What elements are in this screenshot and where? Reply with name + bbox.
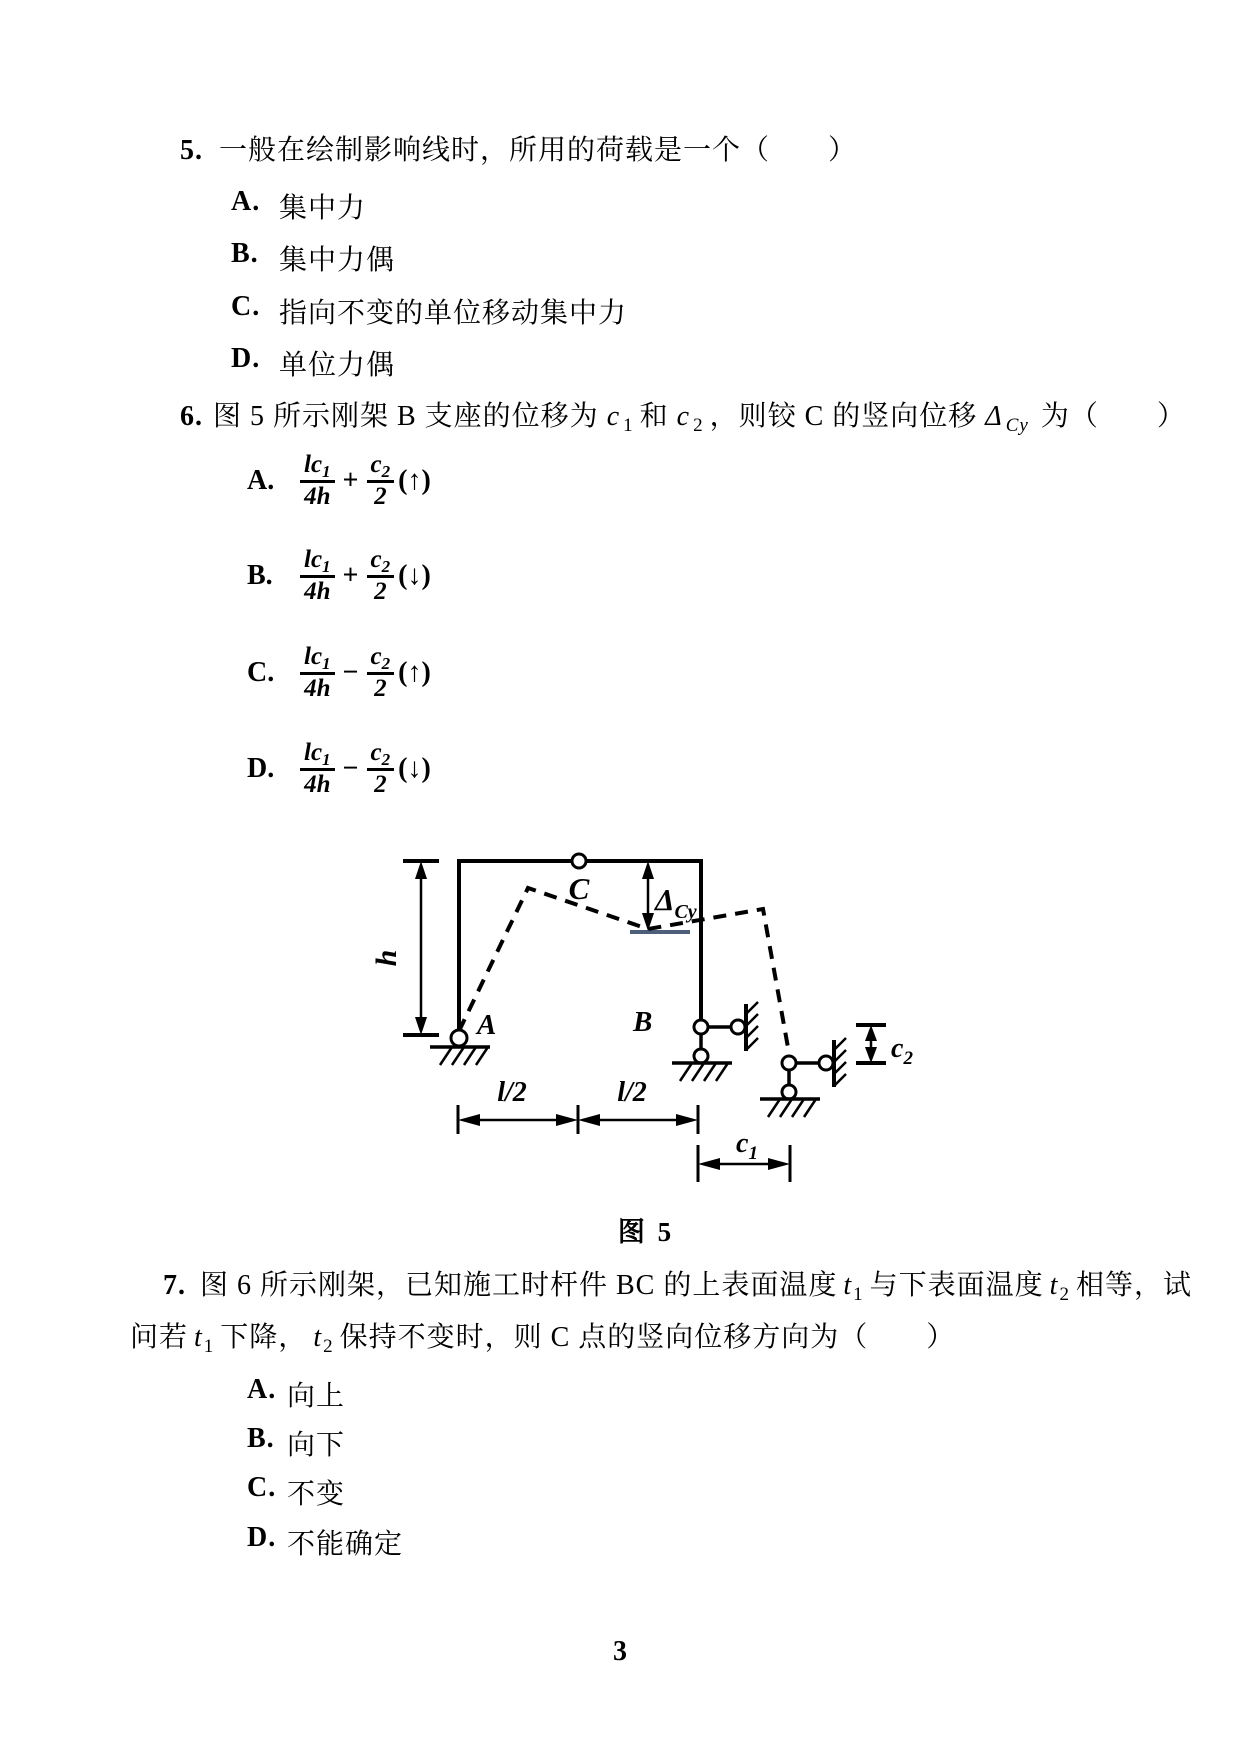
q6-option-b <box>247 536 431 616</box>
q5-option-c-letter: C. <box>231 291 261 322</box>
direction-arrow: (↓) <box>398 560 431 591</box>
label-delta-cy: $\Delta_{Cy}$ <box>655 882 697 923</box>
h-dimension <box>403 861 439 1035</box>
question-6: 6. 图 5 所示刚架 B 支座的位移为 c $_1$ 和 c $_2$ ，则铰 C 的竖向位移 Δ $_{Cy}$ 为（ ） <box>180 401 1186 436</box>
figure-5-caption: 图 5 <box>617 1217 675 1247</box>
q7-option-a-letter: A. <box>247 1374 277 1405</box>
q7-option-d <box>247 1522 403 1562</box>
support-b <box>672 1002 758 1081</box>
q5-option-b-text: 集中力偶 <box>279 245 396 276</box>
q6-option-c <box>247 633 431 713</box>
q5-option-b <box>231 238 395 278</box>
q7-option-c <box>247 1472 345 1512</box>
l2-dimensions <box>458 1105 698 1134</box>
q6-option-a <box>247 441 431 521</box>
q7-option-b-text: 向下 <box>287 1430 346 1461</box>
direction-arrow: (↑) <box>398 657 431 688</box>
q7-option-c-text: 不变 <box>287 1479 346 1510</box>
operator: − <box>342 657 359 688</box>
var-t1: t <box>843 1270 853 1301</box>
label-c1: $c_1$ <box>736 1128 758 1164</box>
var-t1: t <box>194 1322 203 1353</box>
fraction: $\frac{c_2}{2}$ <box>367 740 395 799</box>
q5-option-b-letter: B. <box>231 238 259 269</box>
var-c1: c <box>606 401 621 432</box>
var-t2: t <box>313 1322 323 1353</box>
q7-option-b-letter: B. <box>247 1423 275 1454</box>
page-number: 3 <box>613 1636 627 1667</box>
fraction: $\frac{lc_1}{4h}$ <box>300 740 335 799</box>
question-5-text: 一般在绘制影响线时，所用的荷载是一个（ ） <box>219 135 858 166</box>
question-6-and: 和 <box>639 401 669 432</box>
question-5 <box>180 128 857 168</box>
question-7-line-2: 问若 $t_1$ 下降， $t_2$ 保持不变时，则 C 点的竖向位移方向为（ ） <box>130 1322 956 1357</box>
label-c: C <box>568 871 590 906</box>
fraction: $\frac{lc_1}{4h}$ <box>300 644 335 703</box>
q7-option-c-letter: C. <box>247 1472 277 1503</box>
question-6-text-1: 图 5 所示刚架 B 支座的位移为 <box>213 401 599 432</box>
q7-option-a-text: 向上 <box>287 1381 346 1412</box>
q5-option-d <box>231 343 395 383</box>
q6-option-d-letter: D. <box>247 753 275 784</box>
q7-option-d-letter: D. <box>247 1522 277 1553</box>
label-h: h <box>370 949 403 967</box>
fraction: $\frac{c_2}{2}$ <box>367 452 395 511</box>
q7-option-d-text: 不能确定 <box>287 1529 404 1560</box>
var-c2: c <box>676 401 691 432</box>
q5-option-a-letter: A. <box>231 186 261 217</box>
var-t2: t <box>1049 1270 1059 1301</box>
fraction: $\frac{lc_1}{4h}$ <box>300 452 335 511</box>
delta-cy-dimension <box>642 861 654 931</box>
q5-option-d-text: 单位力偶 <box>279 350 396 381</box>
q6-option-a-letter: A. <box>247 465 275 496</box>
q7-option-a <box>247 1374 345 1414</box>
fraction: $\frac{lc_1}{4h}$ <box>300 547 335 606</box>
label-l2-left: l/2 <box>497 1077 527 1108</box>
var-delta-cy: Δ <box>985 401 1003 432</box>
question-6-number: 6. <box>180 401 203 432</box>
figure-5 <box>340 750 920 1200</box>
fraction: $\frac{c_2}{2}$ <box>367 644 395 703</box>
question-5-number: 5. <box>180 135 203 166</box>
q5-option-c <box>231 291 627 331</box>
hinge-c-icon <box>572 854 586 868</box>
q5-option-a <box>231 186 366 226</box>
direction-arrow: (↑) <box>398 465 431 496</box>
operator: − <box>342 753 359 784</box>
label-b: B <box>633 1006 653 1038</box>
c2-dimension <box>856 1025 886 1063</box>
q7-option-b <box>247 1423 345 1463</box>
fraction: $\frac{c_2}{2}$ <box>367 547 395 606</box>
question-6-text-2: ，则铰 C 的竖向位移 <box>709 401 978 432</box>
question-7-number: 7. <box>163 1270 186 1301</box>
q6-option-b-letter: B. <box>247 560 273 591</box>
q5-option-c-text: 指向不变的单位移动集中力 <box>279 298 628 329</box>
operator: + <box>342 560 359 591</box>
label-a: A <box>477 1009 497 1041</box>
q5-option-d-letter: D. <box>231 343 261 374</box>
label-l2-right: l/2 <box>617 1077 647 1108</box>
q6-option-c-letter: C. <box>247 657 275 688</box>
operator: + <box>342 465 359 496</box>
support-b-displaced <box>760 1038 846 1117</box>
question-6-text-3: 为（ ） <box>1040 401 1186 432</box>
q5-option-a-text: 集中力 <box>279 193 367 224</box>
question-7-line-1: 7. 图 6 所示刚架，已知施工时杆件 BC 的上表面温度 $t_1$ 与下表面温度 $t_2$ 相等，试 <box>163 1270 1192 1305</box>
direction-arrow: (↓) <box>398 753 431 784</box>
label-c2: $c_2$ <box>891 1033 913 1069</box>
